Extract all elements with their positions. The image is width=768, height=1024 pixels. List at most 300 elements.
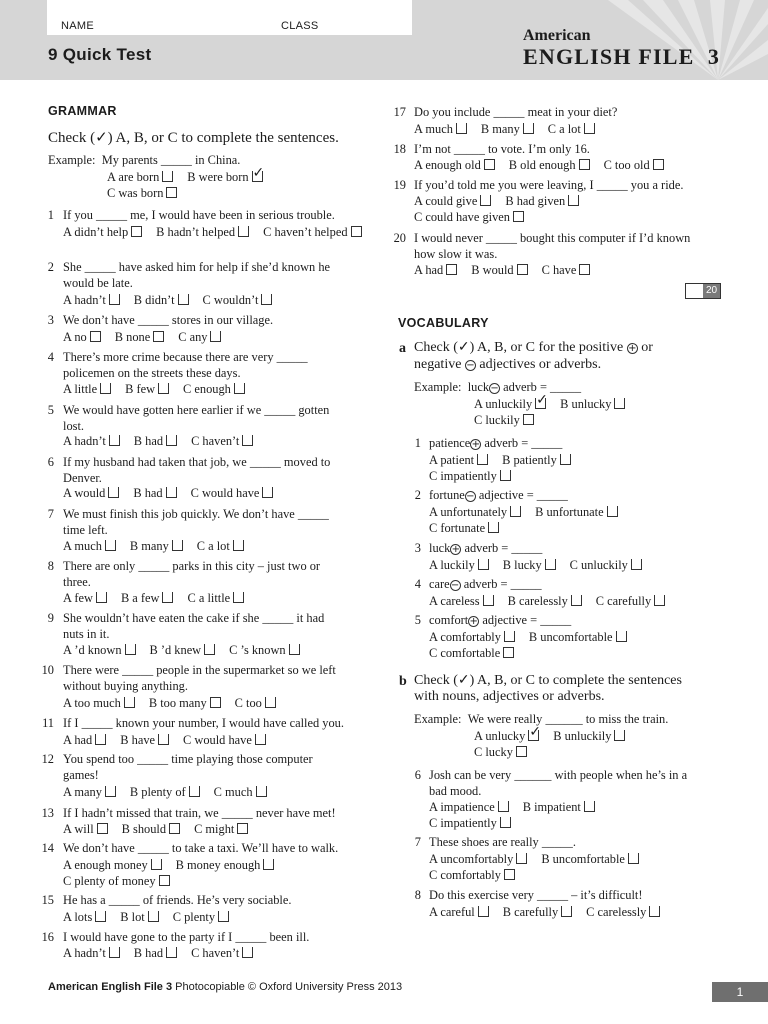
checkbox[interactable] bbox=[109, 294, 120, 305]
checkbox[interactable] bbox=[584, 123, 595, 134]
answer-options bbox=[63, 909, 231, 925]
question-text: She wouldn’t have eaten the cake if she _____ it had bbox=[63, 611, 325, 625]
vocab-b-instruction-1: Check (✓) A, B, or C to complete the sentences bbox=[414, 673, 682, 688]
checkbox[interactable] bbox=[517, 264, 528, 275]
checkbox[interactable] bbox=[151, 859, 162, 870]
checkbox-checked[interactable] bbox=[535, 398, 546, 409]
checkbox[interactable] bbox=[125, 644, 136, 655]
checkbox[interactable] bbox=[210, 331, 221, 342]
answer-options bbox=[63, 821, 250, 837]
question-prompt bbox=[429, 435, 562, 451]
option-c: C a lot bbox=[196, 539, 230, 553]
question-text: If I _____ known your number, I would have called you. bbox=[63, 716, 344, 730]
option-b: B uncomfortable bbox=[541, 852, 625, 866]
checkbox[interactable] bbox=[158, 734, 169, 745]
answer-options bbox=[63, 642, 302, 658]
question-text: We don’t have _____ stores in our village. bbox=[63, 313, 274, 327]
option-c: C luckily bbox=[474, 413, 520, 427]
option-a: A enough money bbox=[63, 858, 148, 872]
vocab-a-example-line bbox=[414, 379, 581, 395]
checkbox[interactable] bbox=[571, 595, 582, 606]
option-c: C a little bbox=[187, 591, 231, 605]
checkbox[interactable] bbox=[95, 911, 106, 922]
option-b: B unluckily bbox=[553, 729, 612, 743]
class-label: CLASS bbox=[281, 20, 319, 32]
question-text: If my husband had taken that job, we _____ moved to bbox=[63, 455, 331, 469]
question-prompt bbox=[429, 487, 568, 503]
instr-text: or bbox=[641, 340, 653, 355]
word: comfort bbox=[429, 613, 469, 627]
question-text: without buying anything. bbox=[63, 679, 188, 693]
checkbox[interactable] bbox=[256, 786, 267, 797]
checkbox[interactable] bbox=[446, 264, 457, 275]
checkbox[interactable] bbox=[96, 592, 107, 603]
checkbox[interactable] bbox=[488, 522, 499, 533]
minus-icon: − bbox=[466, 491, 475, 502]
checkbox[interactable] bbox=[579, 264, 590, 275]
plus-icon: + bbox=[471, 439, 480, 450]
answer-options bbox=[63, 784, 269, 800]
option-b: B had bbox=[133, 946, 164, 960]
option-a: A too much bbox=[63, 696, 121, 710]
question-text: I would have gone to the party if I _____ been ill. bbox=[63, 930, 310, 944]
checkbox[interactable] bbox=[351, 226, 362, 237]
option-c: C impatiently bbox=[429, 816, 497, 830]
answer-options bbox=[63, 538, 246, 554]
option-c: C haven’t helped bbox=[263, 225, 348, 239]
checkbox[interactable] bbox=[513, 211, 524, 222]
option-c: C unluckily bbox=[569, 558, 628, 572]
question-text: how slow it was. bbox=[414, 247, 498, 261]
option-b: B carelessly bbox=[507, 594, 568, 608]
vocab-b-example-line bbox=[414, 711, 668, 727]
question-text: Do you include _____ meat in your diet? bbox=[414, 105, 618, 119]
brand-title bbox=[523, 44, 720, 70]
option-a: A hadn’t bbox=[63, 946, 106, 960]
answer-options bbox=[63, 381, 247, 397]
answer-options bbox=[429, 452, 573, 468]
word: fortune bbox=[429, 488, 465, 502]
option-c: C much bbox=[213, 785, 253, 799]
question-number: 6 bbox=[414, 768, 421, 782]
question-text: nuts in it. bbox=[63, 627, 110, 641]
question-number: 3 bbox=[47, 313, 54, 327]
option-b: B too many bbox=[148, 696, 207, 710]
checkbox[interactable] bbox=[504, 869, 515, 880]
grammar-example-option-c bbox=[107, 185, 179, 201]
question-text: There are only _____ parks in this city – just two or bbox=[63, 559, 321, 573]
option-c: C haven’t bbox=[191, 434, 240, 448]
minus-icon: − bbox=[450, 580, 460, 591]
word: patience bbox=[429, 436, 471, 450]
answer-options bbox=[414, 193, 581, 209]
checkbox[interactable] bbox=[166, 187, 177, 198]
checkbox[interactable] bbox=[105, 540, 116, 551]
instr-text: negative bbox=[414, 357, 462, 372]
checkbox[interactable] bbox=[614, 730, 625, 741]
option-b: B lot bbox=[120, 910, 145, 924]
question-text: If you _____ me, I would have been in serious trouble. bbox=[63, 208, 335, 222]
option-a: A are born bbox=[107, 170, 160, 184]
option-b: B didn’t bbox=[133, 293, 175, 307]
option-b: B had given bbox=[505, 194, 566, 208]
checkbox[interactable] bbox=[108, 487, 119, 498]
checkbox[interactable] bbox=[484, 159, 495, 170]
option-c: C comfortable bbox=[429, 646, 501, 660]
checkbox[interactable] bbox=[561, 906, 572, 917]
score-total: 20 bbox=[703, 284, 720, 298]
footer-brand: American English File 3 bbox=[48, 981, 173, 993]
vocab-b-example-c bbox=[474, 744, 529, 760]
vocab-a-example-c bbox=[474, 412, 536, 428]
option-b: B plenty of bbox=[129, 785, 186, 799]
answer-options bbox=[63, 292, 274, 308]
vocab-b-letter: b bbox=[399, 674, 407, 689]
checkbox[interactable] bbox=[653, 159, 664, 170]
checkbox[interactable] bbox=[477, 454, 488, 465]
option-b: B impatient bbox=[522, 800, 581, 814]
example-label: Example: bbox=[414, 380, 462, 394]
checkbox[interactable] bbox=[516, 853, 527, 864]
answer-options bbox=[414, 157, 666, 173]
vocabulary-heading: VOCABULARY bbox=[398, 316, 489, 330]
checkbox[interactable] bbox=[560, 454, 571, 465]
question-text: I would never _____ bought this computer if I’d known bbox=[414, 231, 691, 245]
question-text: policemen on the streets these days. bbox=[63, 366, 241, 380]
question-number: 17 bbox=[393, 105, 406, 119]
checkbox[interactable] bbox=[166, 947, 177, 958]
question-text: These shoes are really _____. bbox=[429, 835, 576, 849]
answer-options bbox=[63, 590, 246, 606]
checkbox[interactable] bbox=[237, 823, 248, 834]
checkbox[interactable] bbox=[607, 506, 618, 517]
checkbox[interactable] bbox=[261, 294, 272, 305]
word-form: adverb = _____ bbox=[484, 436, 563, 450]
question-number: 6 bbox=[47, 455, 54, 469]
checkbox[interactable] bbox=[523, 123, 534, 134]
word-form: adverb = _____ bbox=[463, 577, 542, 591]
option-a: A will bbox=[63, 822, 94, 836]
checkbox[interactable] bbox=[97, 823, 108, 834]
option-c: C any bbox=[178, 330, 208, 344]
answer-options bbox=[63, 224, 364, 240]
option-a: A hadn’t bbox=[63, 293, 106, 307]
checkbox[interactable] bbox=[498, 801, 509, 812]
checkbox[interactable] bbox=[95, 734, 106, 745]
checkbox[interactable] bbox=[234, 383, 245, 394]
question-number: 2 bbox=[414, 488, 421, 502]
answer-options bbox=[429, 904, 662, 920]
example-rest: adverb = _____ bbox=[503, 380, 582, 394]
vocab-b-example-ab bbox=[474, 728, 627, 744]
option-a: A luckily bbox=[429, 558, 475, 572]
answer-options bbox=[414, 209, 526, 225]
option-a: A ’d known bbox=[63, 643, 122, 657]
checkbox[interactable] bbox=[289, 644, 300, 655]
question-number: 8 bbox=[414, 888, 421, 902]
option-c: C would have bbox=[183, 733, 252, 747]
footer-text bbox=[48, 981, 402, 993]
question-number: 5 bbox=[414, 613, 421, 627]
option-c: C have bbox=[541, 263, 577, 277]
checkbox[interactable] bbox=[233, 592, 244, 603]
question-number: 4 bbox=[414, 577, 421, 591]
option-a: A would bbox=[63, 486, 106, 500]
question-text: He has a _____ of friends. He’s very sociable. bbox=[63, 893, 292, 907]
vocab-a-example-ab bbox=[474, 396, 627, 412]
question-number: 13 bbox=[41, 806, 54, 820]
option-a: A no bbox=[63, 330, 87, 344]
checkbox[interactable] bbox=[178, 294, 189, 305]
question-text: three. bbox=[63, 575, 91, 589]
plus-icon: + bbox=[451, 544, 461, 555]
checkbox[interactable] bbox=[545, 559, 556, 570]
question-number: 18 bbox=[393, 142, 406, 156]
option-a: A didn’t help bbox=[63, 225, 129, 239]
example-label: Example: bbox=[414, 712, 462, 726]
option-a: A comfortably bbox=[429, 630, 501, 644]
option-c: C wouldn’t bbox=[202, 293, 259, 307]
question-number: 5 bbox=[47, 403, 54, 417]
checkbox[interactable] bbox=[90, 331, 101, 342]
option-c: C enough bbox=[183, 382, 231, 396]
answer-options bbox=[429, 867, 517, 883]
checkbox[interactable] bbox=[504, 631, 515, 642]
question-number: 7 bbox=[414, 835, 421, 849]
question-number: 8 bbox=[47, 559, 54, 573]
option-a: A little bbox=[63, 382, 98, 396]
word: luck bbox=[429, 541, 451, 555]
checkbox[interactable] bbox=[483, 595, 494, 606]
instr-text: Check (✓) A, B, or C for the positive bbox=[414, 340, 624, 355]
question-text: lost. bbox=[63, 419, 84, 433]
checkbox[interactable] bbox=[238, 226, 249, 237]
question-number: 4 bbox=[47, 350, 54, 364]
example-sentence: My parents _____ in China. bbox=[101, 153, 241, 167]
vocab-a-letter: a bbox=[399, 341, 406, 356]
score-blank[interactable] bbox=[686, 284, 704, 298]
checkbox[interactable] bbox=[478, 559, 489, 570]
option-c: C carefully bbox=[595, 594, 652, 608]
answer-options bbox=[429, 468, 513, 484]
checkbox[interactable] bbox=[100, 383, 111, 394]
question-text: There were _____ people in the supermarket so we left bbox=[63, 663, 336, 677]
checkbox[interactable] bbox=[516, 746, 527, 757]
checkbox[interactable] bbox=[172, 540, 183, 551]
question-text: Denver. bbox=[63, 471, 102, 485]
checkbox[interactable] bbox=[204, 644, 215, 655]
option-c: C a lot bbox=[547, 122, 581, 136]
checkbox-checked[interactable] bbox=[528, 730, 539, 741]
question-number: 19 bbox=[393, 178, 406, 192]
checkbox[interactable] bbox=[262, 487, 273, 498]
option-b: B uncomfortable bbox=[528, 630, 613, 644]
option-b: B money enough bbox=[175, 858, 261, 872]
option-b: B had bbox=[133, 434, 164, 448]
checkbox[interactable] bbox=[148, 911, 159, 922]
checkbox[interactable] bbox=[579, 159, 590, 170]
checkbox[interactable] bbox=[568, 195, 579, 206]
answer-options bbox=[429, 629, 629, 645]
option-c: C would have bbox=[190, 486, 260, 500]
question-text: would be late. bbox=[63, 276, 133, 290]
question-number: 2 bbox=[47, 260, 54, 274]
checkbox[interactable] bbox=[242, 435, 253, 446]
word-form: adjective = _____ bbox=[482, 613, 572, 627]
answer-options bbox=[429, 645, 516, 661]
option-b: B carefully bbox=[502, 905, 559, 919]
option-c: C fortunate bbox=[429, 521, 486, 535]
checkbox[interactable] bbox=[105, 786, 116, 797]
checkbox[interactable] bbox=[124, 697, 135, 708]
checkbox[interactable] bbox=[162, 171, 173, 182]
checkbox-checked[interactable] bbox=[252, 171, 263, 182]
checkbox[interactable] bbox=[500, 470, 511, 481]
answer-options bbox=[429, 851, 641, 867]
option-a: A many bbox=[63, 785, 102, 799]
option-c: C plenty of money bbox=[63, 874, 156, 888]
checkbox[interactable] bbox=[480, 195, 491, 206]
checkbox[interactable] bbox=[478, 906, 489, 917]
checkbox[interactable] bbox=[210, 697, 221, 708]
checkbox[interactable] bbox=[654, 595, 665, 606]
option-b: B lucky bbox=[502, 558, 542, 572]
answer-options bbox=[414, 121, 597, 137]
option-a: A had bbox=[414, 263, 444, 277]
checkbox[interactable] bbox=[242, 947, 253, 958]
option-c: C ’s known bbox=[229, 643, 286, 657]
question-number: 1 bbox=[47, 208, 54, 222]
checkbox[interactable] bbox=[109, 947, 120, 958]
option-c: C plenty bbox=[172, 910, 216, 924]
answer-options bbox=[63, 945, 255, 961]
name-class-box bbox=[47, 0, 412, 35]
option-b: B patiently bbox=[502, 453, 557, 467]
checkbox[interactable] bbox=[263, 859, 274, 870]
option-c: C carelessly bbox=[586, 905, 647, 919]
checkbox[interactable] bbox=[649, 906, 660, 917]
answer-options bbox=[429, 504, 620, 520]
checkbox[interactable] bbox=[255, 734, 266, 745]
option-c: C might bbox=[194, 822, 235, 836]
answer-options bbox=[429, 815, 513, 831]
grammar-example-line bbox=[48, 152, 240, 168]
option-a: A patient bbox=[429, 453, 475, 467]
answer-options bbox=[429, 520, 501, 536]
option-a: A unluckily bbox=[474, 397, 533, 411]
checkbox[interactable] bbox=[189, 786, 200, 797]
checkbox[interactable] bbox=[510, 506, 521, 517]
checkbox[interactable] bbox=[131, 226, 142, 237]
example-sentence: We were really ______ to miss the train. bbox=[467, 712, 669, 726]
question-text: I’m not _____ to vote. I’m only 16. bbox=[414, 142, 590, 156]
checkbox[interactable] bbox=[503, 647, 514, 658]
answer-options bbox=[63, 732, 268, 748]
question-text: We would have gotten here earlier if we _____ gotten bbox=[63, 403, 330, 417]
minus-icon: − bbox=[490, 383, 499, 394]
vocab-b-instruction-2: with nouns, adjectives or adverbs. bbox=[414, 689, 605, 704]
answer-options bbox=[429, 593, 667, 609]
checkbox[interactable] bbox=[166, 435, 177, 446]
vocab-a-instruction-2 bbox=[414, 357, 601, 373]
checkbox[interactable] bbox=[153, 331, 164, 342]
checkbox[interactable] bbox=[631, 559, 642, 570]
checkbox[interactable] bbox=[109, 435, 120, 446]
option-a: A hadn’t bbox=[63, 434, 106, 448]
option-b: B had bbox=[133, 486, 163, 500]
checkbox[interactable] bbox=[169, 823, 180, 834]
question-text: bad mood. bbox=[429, 784, 482, 798]
checkbox[interactable] bbox=[628, 853, 639, 864]
checkbox[interactable] bbox=[584, 801, 595, 812]
option-b: B a few bbox=[120, 591, 160, 605]
option-b: B many bbox=[480, 122, 520, 136]
option-c: C was born bbox=[107, 186, 164, 200]
checkbox[interactable] bbox=[162, 592, 173, 603]
checkbox[interactable] bbox=[159, 875, 170, 886]
brand-american: American bbox=[523, 27, 591, 44]
answer-options bbox=[429, 557, 644, 573]
brand-english-file: ENGLISH FILE bbox=[523, 44, 695, 69]
checkbox[interactable] bbox=[158, 383, 169, 394]
option-b: B should bbox=[121, 822, 167, 836]
answer-options bbox=[63, 329, 223, 345]
checkbox[interactable] bbox=[500, 817, 511, 828]
option-b: B were born bbox=[187, 170, 249, 184]
test-title: 9 Quick Test bbox=[48, 45, 152, 64]
option-c: C could have given bbox=[414, 210, 511, 224]
checkbox[interactable] bbox=[233, 540, 244, 551]
option-c: C impatiently bbox=[429, 469, 497, 483]
answer-options bbox=[63, 433, 255, 449]
checkbox[interactable] bbox=[523, 414, 534, 425]
question-number: 16 bbox=[41, 930, 54, 944]
question-text: time left. bbox=[63, 523, 108, 537]
question-prompt bbox=[429, 576, 542, 592]
question-text: We must finish this job quickly. We don’t have _____ bbox=[63, 507, 329, 521]
checkbox[interactable] bbox=[616, 631, 627, 642]
checkbox[interactable] bbox=[166, 487, 177, 498]
plus-icon: + bbox=[628, 343, 637, 354]
checkbox[interactable] bbox=[265, 697, 276, 708]
example-word: luck bbox=[467, 380, 490, 394]
plus-icon: + bbox=[469, 616, 478, 627]
option-b: B unlucky bbox=[560, 397, 612, 411]
minus-icon: − bbox=[466, 360, 475, 371]
page-number: 1 bbox=[712, 982, 768, 1002]
option-a: A could give bbox=[414, 194, 478, 208]
question-number: 15 bbox=[41, 893, 54, 907]
question-number: 9 bbox=[47, 611, 54, 625]
grammar-heading: GRAMMAR bbox=[48, 104, 117, 118]
checkbox[interactable] bbox=[614, 398, 625, 409]
option-c: C too bbox=[234, 696, 262, 710]
answer-options bbox=[63, 857, 276, 873]
question-text: We don’t have _____ to take a taxi. We’ll have to walk. bbox=[63, 841, 339, 855]
question-number: 7 bbox=[47, 507, 54, 521]
checkbox[interactable] bbox=[218, 911, 229, 922]
question-prompt bbox=[429, 540, 542, 556]
option-b: B have bbox=[120, 733, 156, 747]
option-b: B few bbox=[125, 382, 156, 396]
question-number: 10 bbox=[41, 663, 54, 677]
answer-options bbox=[414, 262, 592, 278]
answer-options bbox=[63, 485, 275, 501]
checkbox[interactable] bbox=[456, 123, 467, 134]
word-form: adjective = _____ bbox=[478, 488, 568, 502]
option-a: A uncomfortably bbox=[429, 852, 514, 866]
option-b: B would bbox=[471, 263, 514, 277]
